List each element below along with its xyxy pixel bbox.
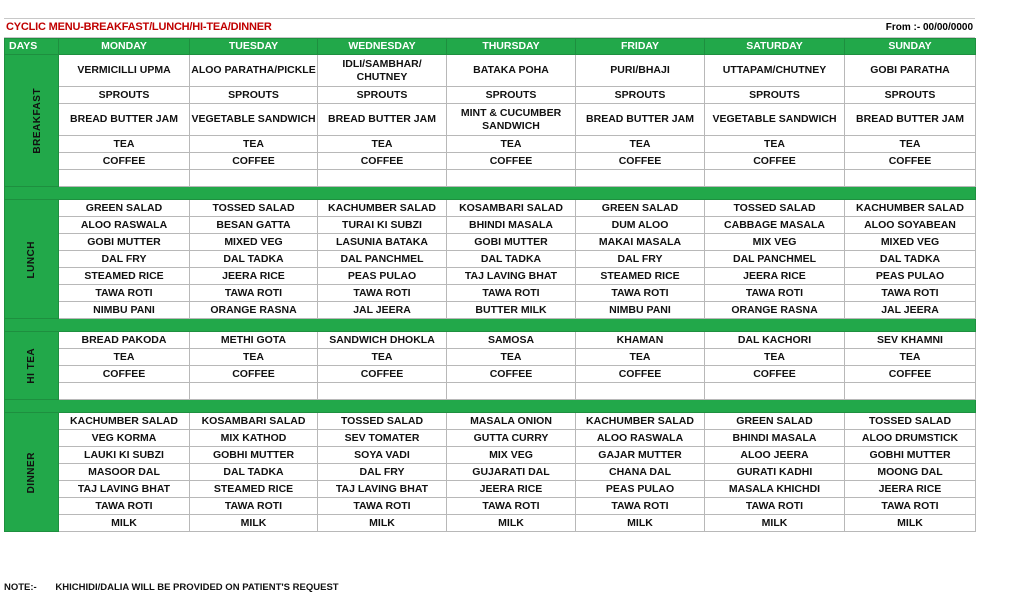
menu-cell-wednesday: LASUNIA BATAKA bbox=[318, 234, 447, 251]
menu-cell-monday: VERMICILLI UPMA bbox=[59, 55, 190, 87]
menu-cell-saturday: MIX VEG bbox=[705, 234, 845, 251]
menu-cell-monday: GOBI MUTTER bbox=[59, 234, 190, 251]
menu-sheet bbox=[4, 18, 975, 532]
menu-cell-sunday: MIXED VEG bbox=[845, 234, 976, 251]
menu-cell-saturday: TAWA ROTI bbox=[705, 498, 845, 515]
menu-cell-saturday: MILK bbox=[705, 515, 845, 532]
menu-cell-thursday: SAMOSA bbox=[447, 332, 576, 349]
menu-cell-monday: BREAD PAKODA bbox=[59, 332, 190, 349]
menu-cell-sunday: TEA bbox=[845, 136, 976, 153]
day-header-tuesday: TUESDAY bbox=[190, 39, 318, 55]
section-divider bbox=[5, 187, 976, 200]
menu-cell-saturday: ALOO JEERA bbox=[705, 447, 845, 464]
menu-cell-saturday: ORANGE RASNA bbox=[705, 302, 845, 319]
menu-cell-saturday bbox=[705, 383, 845, 400]
menu-cell-tuesday: COFFEE bbox=[190, 153, 318, 170]
menu-cell-wednesday: COFFEE bbox=[318, 153, 447, 170]
menu-cell-thursday: GUTTA CURRY bbox=[447, 430, 576, 447]
menu-cell-tuesday bbox=[190, 170, 318, 187]
menu-cell-wednesday: IDLI/SAMBHAR/ CHUTNEY bbox=[318, 55, 447, 87]
menu-cell-thursday: MASALA ONION bbox=[447, 413, 576, 430]
from-date: From :- 00/00/0000 bbox=[885, 22, 973, 33]
menu-cell-tuesday: DAL TADKA bbox=[190, 251, 318, 268]
menu-cell-tuesday: TEA bbox=[190, 349, 318, 366]
section-label-dinner bbox=[5, 413, 59, 532]
hi-tea-row bbox=[5, 383, 976, 400]
day-header-friday: FRIDAY bbox=[576, 39, 705, 55]
menu-cell-sunday: KACHUMBER SALAD bbox=[845, 200, 976, 217]
menu-cell-tuesday: COFFEE bbox=[190, 366, 318, 383]
lunch-row bbox=[5, 302, 976, 319]
menu-cell-thursday: TEA bbox=[447, 136, 576, 153]
lunch-row bbox=[5, 251, 976, 268]
breakfast-row bbox=[5, 87, 976, 104]
menu-cell-friday: PEAS PULAO bbox=[576, 481, 705, 498]
day-header-monday: MONDAY bbox=[59, 39, 190, 55]
menu-cell-friday: COFFEE bbox=[576, 153, 705, 170]
menu-cell-sunday: BREAD BUTTER JAM bbox=[845, 104, 976, 136]
menu-cell-thursday: TAJ LAVING BHAT bbox=[447, 268, 576, 285]
menu-cell-tuesday: METHI GOTA bbox=[190, 332, 318, 349]
menu-cell-tuesday: JEERA RICE bbox=[190, 268, 318, 285]
menu-table bbox=[4, 38, 976, 532]
menu-cell-thursday: MILK bbox=[447, 515, 576, 532]
menu-cell-monday: STEAMED RICE bbox=[59, 268, 190, 285]
menu-cell-saturday: DAL PANCHMEL bbox=[705, 251, 845, 268]
section-divider bbox=[5, 400, 976, 413]
menu-cell-friday bbox=[576, 383, 705, 400]
menu-cell-sunday bbox=[845, 383, 976, 400]
menu-cell-sunday: JEERA RICE bbox=[845, 481, 976, 498]
hi-tea-row bbox=[5, 332, 976, 349]
menu-cell-wednesday: TAJ LAVING BHAT bbox=[318, 481, 447, 498]
menu-cell-friday: TEA bbox=[576, 136, 705, 153]
footer-note bbox=[4, 582, 355, 593]
menu-cell-saturday: BHINDI MASALA bbox=[705, 430, 845, 447]
menu-cell-wednesday: SANDWICH DHOKLA bbox=[318, 332, 447, 349]
menu-cell-sunday bbox=[845, 170, 976, 187]
note-text: KHICHIDI/DALIA WILL BE PROVIDED ON PATIENT'S REQUEST bbox=[55, 582, 339, 593]
menu-cell-tuesday: STEAMED RICE bbox=[190, 481, 318, 498]
menu-cell-wednesday bbox=[318, 170, 447, 187]
menu-cell-tuesday: SPROUTS bbox=[190, 87, 318, 104]
menu-cell-friday: NIMBU PANI bbox=[576, 302, 705, 319]
menu-cell-thursday: JEERA RICE bbox=[447, 481, 576, 498]
breakfast-row bbox=[5, 170, 976, 187]
menu-cell-saturday: MASALA KHICHDI bbox=[705, 481, 845, 498]
menu-cell-monday: ALOO RASWALA bbox=[59, 217, 190, 234]
menu-cell-monday: COFFEE bbox=[59, 153, 190, 170]
menu-cell-monday: TAJ LAVING BHAT bbox=[59, 481, 190, 498]
menu-cell-tuesday: TOSSED SALAD bbox=[190, 200, 318, 217]
breakfast-row bbox=[5, 136, 976, 153]
breakfast-row bbox=[5, 55, 976, 87]
menu-cell-tuesday: TAWA ROTI bbox=[190, 498, 318, 515]
menu-cell-wednesday: COFFEE bbox=[318, 366, 447, 383]
menu-cell-friday: SPROUTS bbox=[576, 87, 705, 104]
menu-cell-monday: NIMBU PANI bbox=[59, 302, 190, 319]
menu-cell-friday: STEAMED RICE bbox=[576, 268, 705, 285]
menu-cell-monday bbox=[59, 383, 190, 400]
menu-cell-tuesday: MIXED VEG bbox=[190, 234, 318, 251]
menu-cell-saturday: CABBAGE MASALA bbox=[705, 217, 845, 234]
menu-cell-monday: SPROUTS bbox=[59, 87, 190, 104]
section-label-text: HI TEA bbox=[25, 348, 37, 384]
menu-cell-thursday: MINT & CUCUMBER SANDWICH bbox=[447, 104, 576, 136]
menu-cell-thursday: BUTTER MILK bbox=[447, 302, 576, 319]
menu-cell-saturday: SPROUTS bbox=[705, 87, 845, 104]
menu-cell-friday: MILK bbox=[576, 515, 705, 532]
section-divider bbox=[5, 319, 976, 332]
menu-cell-monday: LAUKI KI SUBZI bbox=[59, 447, 190, 464]
dinner-row bbox=[5, 481, 976, 498]
menu-cell-monday: VEG KORMA bbox=[59, 430, 190, 447]
menu-cell-thursday: GOBI MUTTER bbox=[447, 234, 576, 251]
menu-cell-friday: TEA bbox=[576, 349, 705, 366]
menu-cell-tuesday: GOBHI MUTTER bbox=[190, 447, 318, 464]
menu-cell-sunday: JAL JEERA bbox=[845, 302, 976, 319]
menu-cell-thursday: COFFEE bbox=[447, 153, 576, 170]
menu-cell-friday: PURI/BHAJI bbox=[576, 55, 705, 87]
menu-cell-wednesday: TAWA ROTI bbox=[318, 285, 447, 302]
menu-cell-thursday: BHINDI MASALA bbox=[447, 217, 576, 234]
lunch-row bbox=[5, 285, 976, 302]
section-label-breakfast bbox=[5, 55, 59, 187]
menu-cell-saturday: TEA bbox=[705, 136, 845, 153]
menu-cell-tuesday: MILK bbox=[190, 515, 318, 532]
menu-cell-monday: GREEN SALAD bbox=[59, 200, 190, 217]
menu-cell-sunday: GOBI PARATHA bbox=[845, 55, 976, 87]
menu-cell-wednesday: TOSSED SALAD bbox=[318, 413, 447, 430]
menu-cell-monday: MASOOR DAL bbox=[59, 464, 190, 481]
menu-cell-thursday: KOSAMBARI SALAD bbox=[447, 200, 576, 217]
day-header-thursday: THURSDAY bbox=[447, 39, 576, 55]
menu-cell-sunday: MOONG DAL bbox=[845, 464, 976, 481]
menu-cell-friday: TAWA ROTI bbox=[576, 498, 705, 515]
menu-cell-saturday: UTTAPAM/CHUTNEY bbox=[705, 55, 845, 87]
menu-cell-sunday: GOBHI MUTTER bbox=[845, 447, 976, 464]
menu-cell-wednesday: BREAD BUTTER JAM bbox=[318, 104, 447, 136]
note-label: NOTE:- bbox=[4, 582, 37, 593]
menu-cell-friday: BREAD BUTTER JAM bbox=[576, 104, 705, 136]
menu-cell-wednesday bbox=[318, 383, 447, 400]
menu-cell-wednesday: MILK bbox=[318, 515, 447, 532]
menu-cell-monday: TAWA ROTI bbox=[59, 285, 190, 302]
page-title: CYCLIC MENU-BREAKFAST/LUNCH/HI-TEA/DINNER bbox=[6, 21, 272, 33]
menu-cell-tuesday bbox=[190, 383, 318, 400]
menu-cell-monday: DAL FRY bbox=[59, 251, 190, 268]
menu-cell-sunday: COFFEE bbox=[845, 153, 976, 170]
menu-cell-thursday: TEA bbox=[447, 349, 576, 366]
menu-cell-monday: TEA bbox=[59, 136, 190, 153]
menu-cell-friday: MAKAI MASALA bbox=[576, 234, 705, 251]
menu-cell-thursday: GUJARATI DAL bbox=[447, 464, 576, 481]
menu-cell-tuesday: BESAN GATTA bbox=[190, 217, 318, 234]
header-row bbox=[5, 39, 976, 55]
menu-cell-wednesday: SEV TOMATER bbox=[318, 430, 447, 447]
menu-cell-friday: TAWA ROTI bbox=[576, 285, 705, 302]
menu-cell-sunday: ALOO SOYABEAN bbox=[845, 217, 976, 234]
lunch-row bbox=[5, 200, 976, 217]
section-label-text: BREAKFAST bbox=[32, 88, 44, 154]
menu-cell-saturday: TOSSED SALAD bbox=[705, 200, 845, 217]
breakfast-row bbox=[5, 104, 976, 136]
day-header-wednesday: WEDNESDAY bbox=[318, 39, 447, 55]
menu-cell-wednesday: JAL JEERA bbox=[318, 302, 447, 319]
dinner-row bbox=[5, 447, 976, 464]
menu-cell-sunday: TAWA ROTI bbox=[845, 498, 976, 515]
menu-cell-monday: MILK bbox=[59, 515, 190, 532]
menu-cell-sunday: TEA bbox=[845, 349, 976, 366]
lunch-row bbox=[5, 217, 976, 234]
menu-cell-wednesday: KACHUMBER SALAD bbox=[318, 200, 447, 217]
dinner-row bbox=[5, 515, 976, 532]
menu-cell-monday bbox=[59, 170, 190, 187]
menu-cell-thursday: TAWA ROTI bbox=[447, 285, 576, 302]
menu-cell-wednesday: SPROUTS bbox=[318, 87, 447, 104]
menu-cell-wednesday: TAWA ROTI bbox=[318, 498, 447, 515]
section-label-lunch bbox=[5, 200, 59, 319]
menu-cell-saturday: DAL KACHORI bbox=[705, 332, 845, 349]
days-header: DAYS bbox=[5, 39, 59, 55]
menu-cell-friday bbox=[576, 170, 705, 187]
menu-cell-tuesday: TAWA ROTI bbox=[190, 285, 318, 302]
menu-cell-wednesday: PEAS PULAO bbox=[318, 268, 447, 285]
menu-cell-monday: TAWA ROTI bbox=[59, 498, 190, 515]
menu-cell-friday: COFFEE bbox=[576, 366, 705, 383]
menu-cell-sunday: ALOO DRUMSTICK bbox=[845, 430, 976, 447]
dinner-row bbox=[5, 464, 976, 481]
menu-cell-friday: DUM ALOO bbox=[576, 217, 705, 234]
menu-cell-tuesday: MIX KATHOD bbox=[190, 430, 318, 447]
day-header-sunday: SUNDAY bbox=[845, 39, 976, 55]
menu-cell-friday: KHAMAN bbox=[576, 332, 705, 349]
lunch-row bbox=[5, 268, 976, 285]
menu-cell-wednesday: TEA bbox=[318, 136, 447, 153]
menu-cell-wednesday: SOYA VADI bbox=[318, 447, 447, 464]
menu-cell-saturday: GREEN SALAD bbox=[705, 413, 845, 430]
breakfast-row bbox=[5, 153, 976, 170]
hi-tea-row bbox=[5, 366, 976, 383]
dinner-row bbox=[5, 413, 976, 430]
dinner-row bbox=[5, 498, 976, 515]
menu-cell-wednesday: DAL FRY bbox=[318, 464, 447, 481]
menu-cell-sunday: TAWA ROTI bbox=[845, 285, 976, 302]
menu-cell-wednesday: DAL PANCHMEL bbox=[318, 251, 447, 268]
menu-cell-thursday: DAL TADKA bbox=[447, 251, 576, 268]
menu-cell-tuesday: KOSAMBARI SALAD bbox=[190, 413, 318, 430]
menu-cell-thursday: MIX VEG bbox=[447, 447, 576, 464]
menu-cell-sunday: SPROUTS bbox=[845, 87, 976, 104]
menu-cell-saturday: TEA bbox=[705, 349, 845, 366]
menu-cell-sunday: DAL TADKA bbox=[845, 251, 976, 268]
menu-cell-friday: ALOO RASWALA bbox=[576, 430, 705, 447]
menu-cell-wednesday: TURAI KI SUBZI bbox=[318, 217, 447, 234]
menu-cell-wednesday: TEA bbox=[318, 349, 447, 366]
menu-cell-sunday: MILK bbox=[845, 515, 976, 532]
menu-cell-sunday: TOSSED SALAD bbox=[845, 413, 976, 430]
menu-cell-tuesday: VEGETABLE SANDWICH bbox=[190, 104, 318, 136]
menu-cell-tuesday: ALOO PARATHA/PICKLE bbox=[190, 55, 318, 87]
menu-cell-sunday: COFFEE bbox=[845, 366, 976, 383]
menu-cell-thursday bbox=[447, 383, 576, 400]
menu-cell-saturday: COFFEE bbox=[705, 366, 845, 383]
menu-cell-thursday: BATAKA POHA bbox=[447, 55, 576, 87]
menu-cell-tuesday: ORANGE RASNA bbox=[190, 302, 318, 319]
menu-cell-saturday bbox=[705, 170, 845, 187]
menu-cell-monday: KACHUMBER SALAD bbox=[59, 413, 190, 430]
menu-cell-thursday: SPROUTS bbox=[447, 87, 576, 104]
menu-cell-thursday bbox=[447, 170, 576, 187]
menu-cell-monday: TEA bbox=[59, 349, 190, 366]
menu-cell-sunday: SEV KHAMNI bbox=[845, 332, 976, 349]
menu-cell-tuesday: TEA bbox=[190, 136, 318, 153]
hi-tea-row bbox=[5, 349, 976, 366]
menu-cell-thursday: COFFEE bbox=[447, 366, 576, 383]
menu-cell-monday: COFFEE bbox=[59, 366, 190, 383]
section-label-text: LUNCH bbox=[25, 240, 37, 279]
menu-cell-friday: DAL FRY bbox=[576, 251, 705, 268]
title-bar bbox=[4, 18, 975, 38]
lunch-row bbox=[5, 234, 976, 251]
menu-cell-friday: GREEN SALAD bbox=[576, 200, 705, 217]
menu-cell-friday: GAJAR MUTTER bbox=[576, 447, 705, 464]
menu-cell-thursday: TAWA ROTI bbox=[447, 498, 576, 515]
section-label-hi-tea bbox=[5, 332, 59, 400]
menu-cell-friday: KACHUMBER SALAD bbox=[576, 413, 705, 430]
menu-cell-sunday: PEAS PULAO bbox=[845, 268, 976, 285]
menu-cell-saturday: TAWA ROTI bbox=[705, 285, 845, 302]
day-header-saturday: SATURDAY bbox=[705, 39, 845, 55]
menu-cell-friday: CHANA DAL bbox=[576, 464, 705, 481]
menu-cell-saturday: GURATI KADHI bbox=[705, 464, 845, 481]
menu-cell-tuesday: DAL TADKA bbox=[190, 464, 318, 481]
dinner-row bbox=[5, 430, 976, 447]
menu-cell-saturday: JEERA RICE bbox=[705, 268, 845, 285]
menu-cell-saturday: COFFEE bbox=[705, 153, 845, 170]
section-label-text: DINNER bbox=[25, 451, 37, 494]
menu-cell-saturday: VEGETABLE SANDWICH bbox=[705, 104, 845, 136]
menu-cell-monday: BREAD BUTTER JAM bbox=[59, 104, 190, 136]
